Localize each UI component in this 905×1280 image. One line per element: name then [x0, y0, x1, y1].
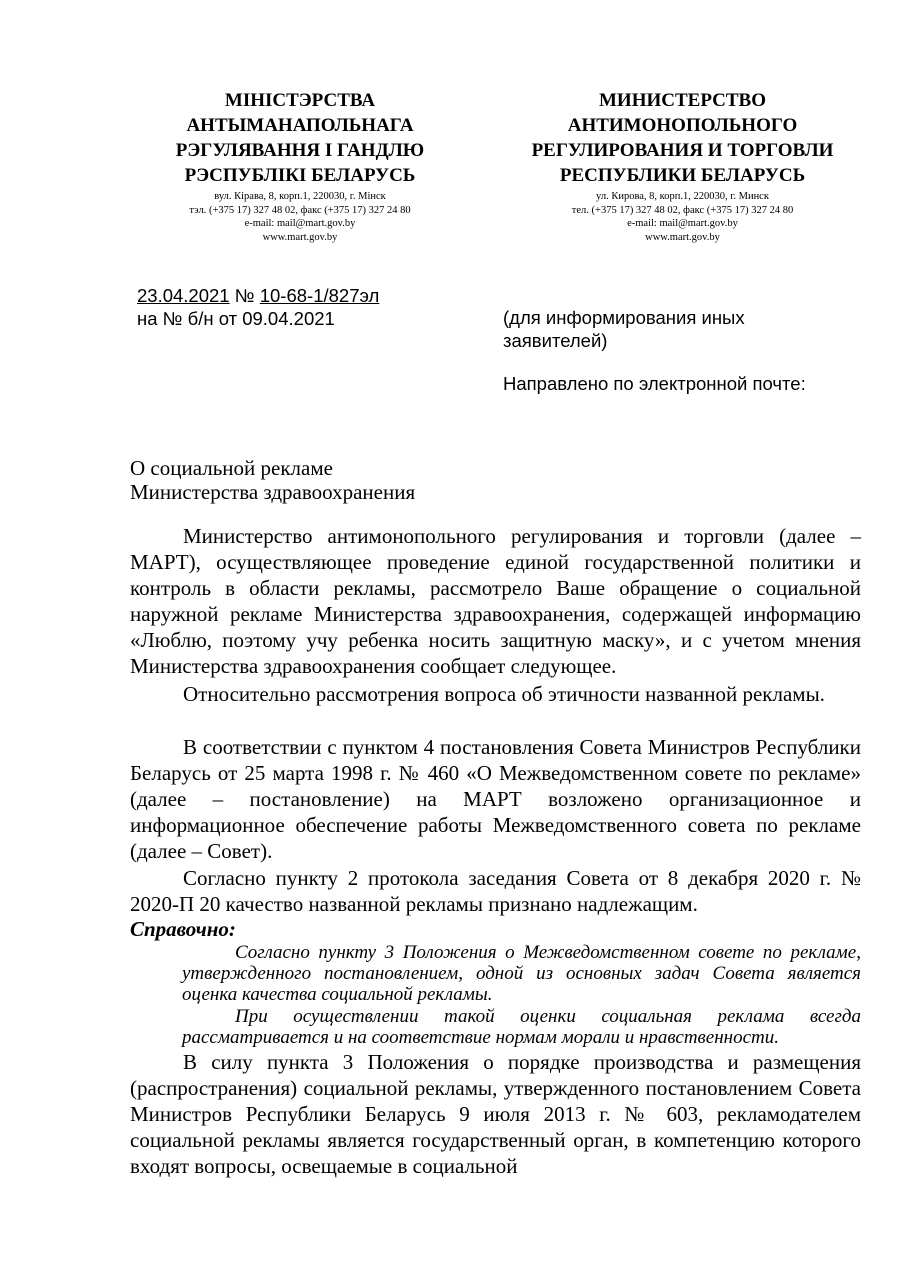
paragraph-2: Относительно рассмотрения вопроса об этичности названной рекламы. — [183, 682, 825, 706]
paragraph-3: В соответствии с пунктом 4 постановления Совета Министров Республики Беларусь от 25 марта 1998 г. № 460 «О Межведомственном совете по рекламе» (далее – постановление) на МАРТ возложено организационное и информационное обеспечение работы Межведомственного совета по рекламе (далее – Совет). — [130, 735, 861, 863]
reference-number-line — [137, 284, 477, 307]
reference-note-1: Согласно пункту 3 Положения о Межведомственном совете по рекламе, утвержденного постановлением, одной из основных задач Совета является оценка качества социальной рекламы. — [182, 942, 861, 1005]
org-name-belarusian: МІНІСТЭРСТВА АНТЫМАНАПОЛЬНАГА РЭГУЛЯВАННЯ І ГАНДЛЮ РЭСПУБЛІКІ БЕЛАРУСЬ — [175, 90, 425, 186]
address-russian: ул. Кирова, 8, корп.1, 220030, г. Минск — [596, 191, 769, 202]
website-belarusian: www.mart.gov.by — [262, 231, 338, 243]
phone-belarusian: тэл. (+375 17) 327 48 02, факс (+375 17) 327 24 80 — [189, 204, 411, 216]
org-name-russian: МИНИСТЕРСТВО АНТИМОНОПОЛЬНОГО РЕГУЛИРОВАНИЯ И ТОРГОВЛИ РЕСПУБЛИКИ БЕЛАРУСЬ — [531, 90, 834, 186]
reference-label: Справочно: — [130, 917, 236, 941]
letter-number: 10-68-1/827эл — [259, 285, 380, 306]
email-russian: e-mail: mail@mart.gov.by — [627, 218, 738, 229]
reference-block — [137, 284, 477, 330]
reference-note-2: При осуществлении такой оценки социальная реклама всегда рассматривается и на соответствие нормам морали и нравственности. — [182, 1006, 861, 1048]
sent-via-email: Направлено по электронной почте: — [503, 373, 806, 394]
header-right — [495, 88, 870, 244]
reply-to-line: на № б/н от 09.04.2021 — [137, 308, 335, 329]
paragraph-1: Министерство антимонопольного регулирования и торговли (далее – МАРТ), осуществляющее проведение единой государственной политики и контроль в области рекламы, рассмотрело Ваше обращение о социальной наружной рекламе Министерства здравоохранения, содержащей информацию «Люблю, поэтому учу ребенка носить защитную маску», и с учетом мнения Министерства здравоохранения сообщает следующее. — [130, 524, 861, 678]
address-belarusian: вул. Кірава, 8, корп.1, 220030, г. Мінск — [214, 191, 386, 202]
subject-line-1: О социальной рекламе — [130, 456, 333, 480]
website-russian: www.mart.gov.by — [645, 231, 720, 243]
subject — [130, 456, 415, 504]
paragraph-5: В силу пункта 3 Положения о порядке производства и размещения (распространения) социальной рекламы, утвержденного постановлением Совета Министров Республики Беларусь 9 июля 2013 г. № 603, рекламодателем социальной рекламы является государственный орган, в компетенцию которого входят вопросы, освещаемые в социальной — [130, 1050, 861, 1178]
recipient-note: (для информирования иных заявителей) — [503, 307, 745, 351]
number-sign: № — [234, 285, 255, 306]
letter-date: 23.04.2021 — [137, 285, 230, 306]
header-left — [140, 88, 460, 244]
subject-line-2: Министерства здравоохранения — [130, 480, 416, 504]
phone-russian: тел. (+375 17) 327 48 02, факс (+375 17) 327 24 80 — [571, 204, 794, 216]
email-belarusian: e-mail: mail@mart.gov.by — [244, 218, 356, 229]
paragraph-4: Согласно пункту 2 протокола заседания Совета от 8 декабря 2020 г. № 2020-П 20 качество названной рекламы признано надлежащим. — [130, 866, 861, 916]
